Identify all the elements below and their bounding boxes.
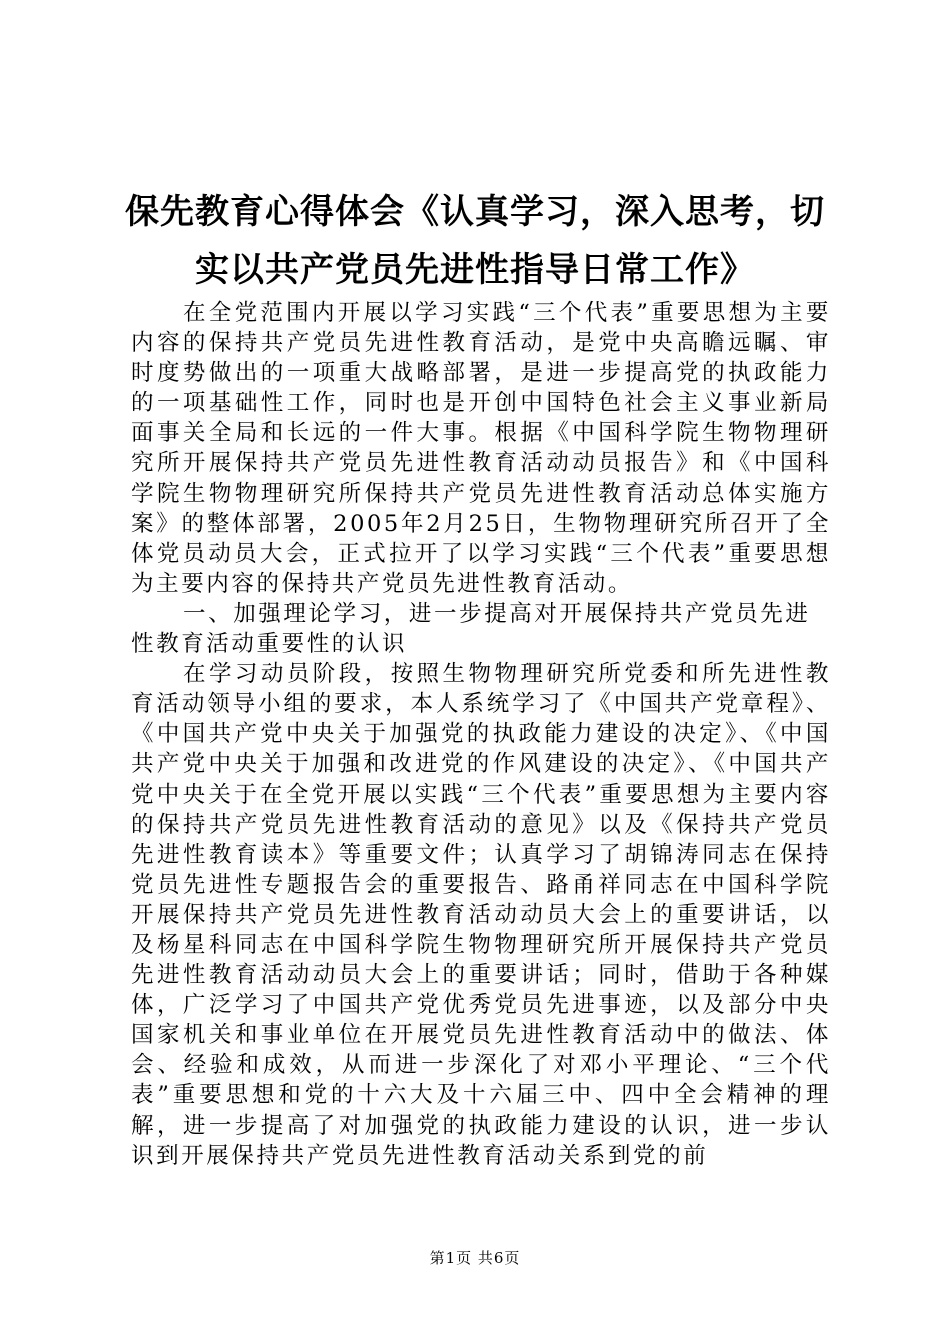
body-paragraph-2: 在学习动员阶段，按照生物物理研究所党委和所先进性教育活动领导小组的要求，本人系统学习了《中国共产党章程》、《中国共产党中央关于加强党的执政能力建设的决定》、《中国共产党中央关于加强和改进党的作风建设的决定》、《中国共产党中央关于在全党开展以实践“三个代表”重要思想为主要内容的保持共产党员先进性教育活动的意见》以及《保持共产党员先进性教育读本》等重要文件；认真学习了胡锦涛同志在保持党员先进性专题报告会的重要报告、路甬祥同志在中国科学院开展保持共产党员先进性教育活动动员大会上的重要讲话，以及杨星科同志在中国科学院生物物理研究所开展保持共产党员先进性教育活动动员大会上的重要讲话；同时，借助于各种媒体，广泛学习了中国共产党优秀党员先进事迹，以及部分中央国家机关和事业单位在开展党员先进性教育活动中的做法、体会、经验和成效，从而进一步深化了对邓小平理论、“三个代表”重要思想和党的十六大及十六届三中、四中全会精神的理解，进一步提高了对加强党的执政能力建设的认识，进一步认识到开展保持共产党员先进性教育活动关系到党的前 bbox=[131, 661, 831, 1169]
title-line-2: 实以共产党员先进性指导日常工作》 bbox=[195, 250, 755, 290]
page-footer: 第1页 共6页 bbox=[429, 1249, 521, 1267]
body-paragraph-1: 在全党范围内开展以学习实践“三个代表”重要思想为主要内容的保持共产党员先进性教育活动，是党中央高瞻远瞩、审时度势做出的一项重大战略部署，是进一步提高党的执政能力的一项基础性工作，同时也是开创中国特色社会主义事业新局面事关全局和长远的一件大事。根据《中国科学院生物物理研究所开展保持共产党员先进性教育活动动员报告》和《中国科学院生物物理研究所保持共产党员先进性教育活动总体实施方案》的整体部署，2005年2月25日，生物物理研究所召开了全体党员动员大会，正式拉开了以学习实践“三个代表”重要思想为主要内容的保持共产党员先进性教育活动。 bbox=[131, 300, 831, 597]
document-body bbox=[131, 298, 831, 1171]
title-line-1: 保先教育心得体会《认真学习，深入思考，切 bbox=[125, 192, 825, 232]
section-heading-1: 一、加强理论学习，进一步提高对开展保持共产党员先进性教育活动重要性的认识 bbox=[131, 600, 811, 658]
document-title bbox=[110, 183, 840, 299]
